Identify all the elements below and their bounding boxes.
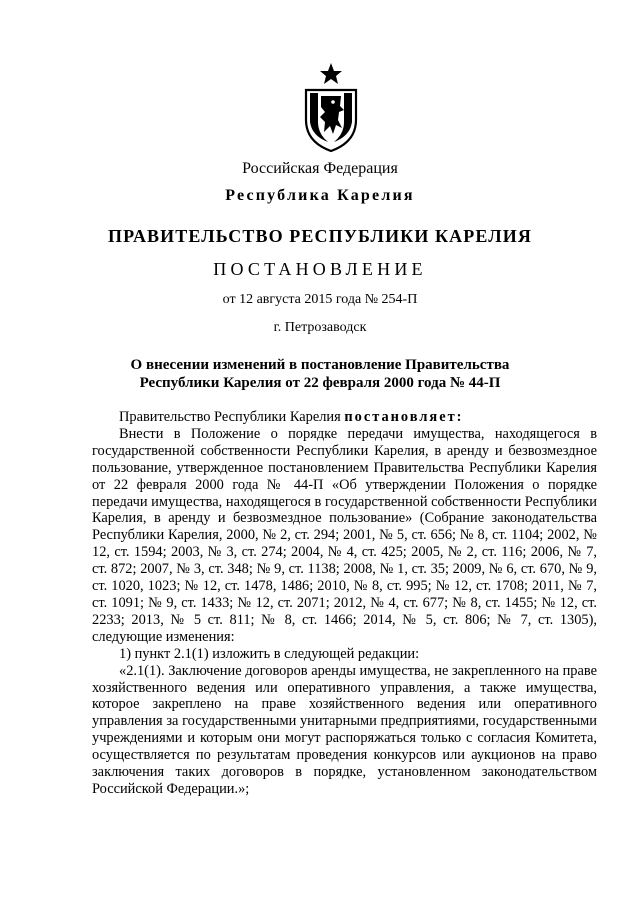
republic-title: Республика Карелия [225, 187, 415, 204]
paragraph-2: 1) пункт 2.1(1) изложить в следующей редакции: [119, 645, 420, 662]
subject-line-2: Республики Карелия от 22 февраля 2000 года № 44-П [139, 375, 501, 391]
karelia-coat-of-arms-icon [302, 62, 360, 152]
intro-text: Правительство Республики Карелия [119, 409, 345, 425]
intro-paragraph [92, 409, 597, 426]
intro-emphasis: постановляет: [344, 409, 464, 425]
decree-title: ПОСТАНОВЛЕНИЕ [213, 259, 427, 279]
decree-city: г. Петрозаводск [273, 320, 367, 335]
decree-subject [0, 356, 640, 392]
federation-title: Российская Федерация [242, 160, 398, 177]
paragraph-3: «2.1(1). Заключение договоров аренды имущества, не закрепленного на праве хозяйственного ведения или оперативного управления, а также имущества, которое закреплено на праве хозяйственного ведения или оперативного управления за государственными унитарными предприятиями, государственными учреждениями и которым они могут распоряжаться только с согласия Комитета, осуществляется по результатам проведения конкурсов или аукционов на право заключения таких договоров в порядке, установленном законодательством Российской Федерации.»; [92, 662, 597, 797]
government-title: ПРАВИТЕЛЬСТВО РЕСПУБЛИКИ КАРЕЛИЯ [108, 226, 532, 246]
decree-body [92, 409, 597, 798]
subject-line-1: О внесении изменений в постановление Правительства [130, 357, 510, 373]
decree-date: от 12 августа 2015 года № 254-П [222, 292, 418, 307]
paragraph-1: Внести в Положение о порядке передачи имущества, находящегося в государственной собственности Республики Карелия, в аренду и безвозмездное пользование, утвержденное постановлением Правительства Республики Карелия от 22 февраля 2000 года № 44-П «Об утверждении Положения о порядке передачи имущества, находящегося в государственной собственности Республики Карелия, в аренду и безвозмездное пользование» (Собрание законодательства Республики Карелия, 2000, № 2, ст. 294; 2001, № 5, ст. 656; № 8, ст. 1104; 2002, № 12, ст. 1594; 2003, № 3, ст. 274; 2004, № 4, ст. 425; 2005, № 2, ст. 116; 2006, № 7, ст. 872; 2007, № 3, ст. 348; № 9, ст. 1138; 2008, № 1, ст. 35; 2009, № 6, ст. 670, № 9, ст. 1020, 1023; № 12, ст. 1478, 1486; 2010, № 8, ст. 995; № 12, ст. 1708; 2011, № 7, ст. 1091; № 9, ст. 1433; № 12, ст. 2071; 2012, № 4, ст. 677; № 8, ст. 1455; № 12, ст. 2233; 2013, № 5 ст. 811; № 8, ст. 1466; 2014, № 5, ст. 806; № 7, ст. 1305), следующие изменения: [92, 425, 597, 645]
